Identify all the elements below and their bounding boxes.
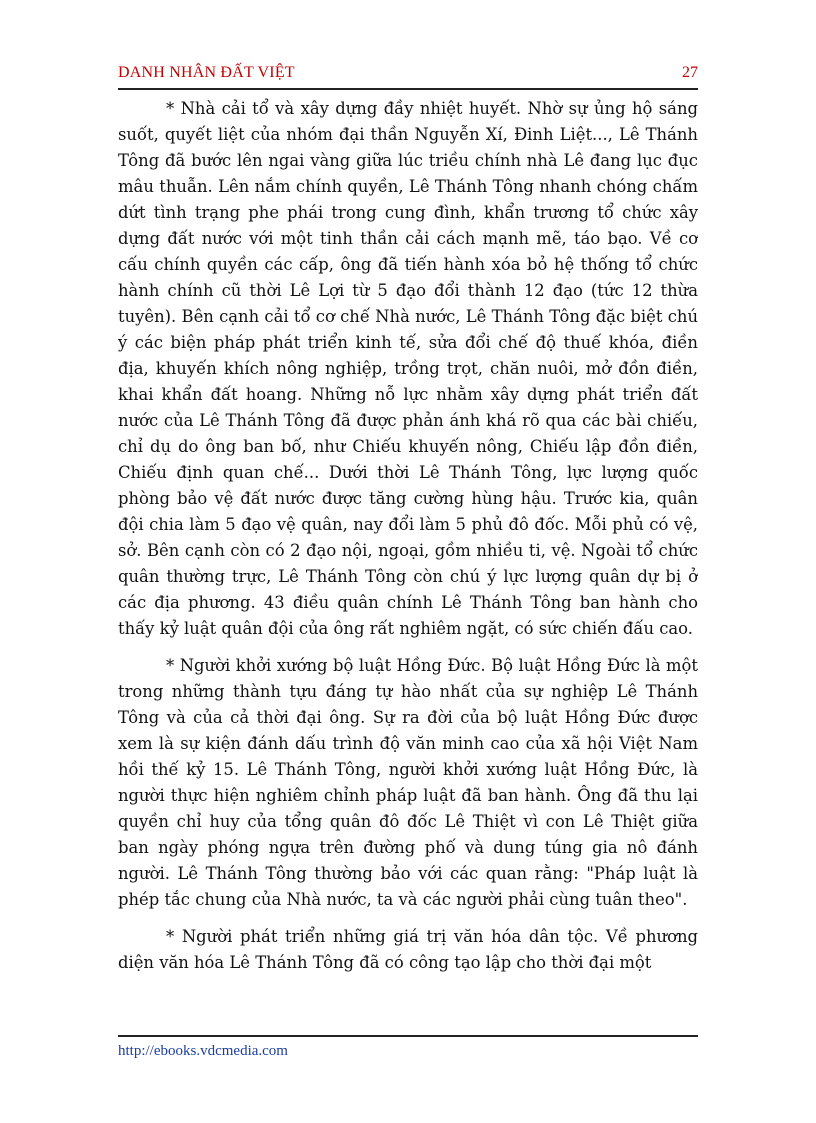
paragraph-reformer: * Nhà cải tổ và xây dựng đầy nhiệt huyết. Nhờ sự ủng hộ sáng suốt, quyết liệt của nhóm đại thần Nguyễn Xí, Đinh Liệt..., Lê Thánh Tông đã bước lên ngai vàng giữa lúc triều chính nhà Lê đang lục đục mâu thuẫn. Lên nắm chính quyền, Lê Thánh Tông nhanh chóng chấm dứt tình trạng phe phái trong cung đình, khẩn trương tổ chức xây dựng đất nước với một tinh thần cải cách mạnh mẽ, táo bạo. Về cơ cấu chính quyền các cấp, ông đã tiến hành xóa bỏ hệ thống tổ chức hành chính cũ thời Lê Lợi từ 5 đạo đổi thành 12 đạo (tức 12 thừa tuyên). Bên cạnh cải tổ cơ chế Nhà nước, Lê Thánh Tông đặc biệt chú ý các biện pháp phát triển kinh tế, sửa đổi chế độ thuế khóa, điền địa, khuyến khích nông nghiệp, trồng trọt, chăn nuôi, mở đồn điền, khai khẩn đất hoang. Những nỗ lực nhằm xây dựng phát triển đất nước của Lê Thánh Tông đã được phản ánh khá rõ qua các bài chiếu, chỉ dụ do ông ban bố, như Chiếu khuyến nông, Chiếu lập đồn điền, Chiếu định quan chế... Dưới thời Lê Thánh Tông, lực lượng quốc phòng bảo vệ đất nước được tăng cường hùng hậu. Trước kia, quân đội chia làm 5 đạo vệ quân, nay đổi làm 5 phủ đô đốc. Mỗi phủ có vệ, sở. Bên cạnh còn có 2 đạo nội, ngoại, gồm nhiều ti, vệ. Ngoài tổ chức quân thường trực, Lê Thánh Tông còn chú ý lực lượng quân dự bị ở các địa phương. 43 điều quân chính Lê Thánh Tông ban hành cho thấy kỷ luật quân đội của ông rất nghiêm ngặt, có sức chiến đấu cao.: [118, 99, 698, 638]
paragraph-hong-duc-code: * Người khởi xướng bộ luật Hồng Đức. Bộ luật Hồng Đức là một trong những thành tựu đáng tự hào nhất của sự nghiệp Lê Thánh Tông và của cả thời đại ông. Sự ra đời của bộ luật Hồng Đức được xem là sự kiện đánh dấu trình độ văn minh cao của xã hội Việt Nam hồi thế kỷ 15. Lê Thánh Tông, người khởi xướng luật Hồng Đức, là người thực hiện nghiêm chỉnh pháp luật đã ban hành. Ông đã thu lại quyền chỉ huy của tổng quân đô đốc Lê Thiệt vì con Lê Thiệt giữa ban ngày phóng ngựa trên đường phố và dung túng gia nô đánh người. Lê Thánh Tông thường bảo với các quan rằng: "Pháp luật là phép tắc chung của Nhà nước, ta và các người phải cùng tuân theo".: [118, 656, 698, 909]
page-number: 27: [682, 64, 698, 81]
page-body: [118, 96, 698, 1006]
page-header: [118, 62, 698, 90]
paragraph-cultural-values: * Người phát triển những giá trị văn hóa dân tộc. Về phương diện văn hóa Lê Thánh Tông đã có công tạo lập cho thời đại một: [118, 927, 698, 972]
footer-divider: [118, 1035, 698, 1037]
footer-link[interactable]: http://ebooks.vdcmedia.com: [118, 1043, 288, 1059]
book-title: DANH NHÂN ĐẤT VIỆT: [118, 64, 295, 81]
